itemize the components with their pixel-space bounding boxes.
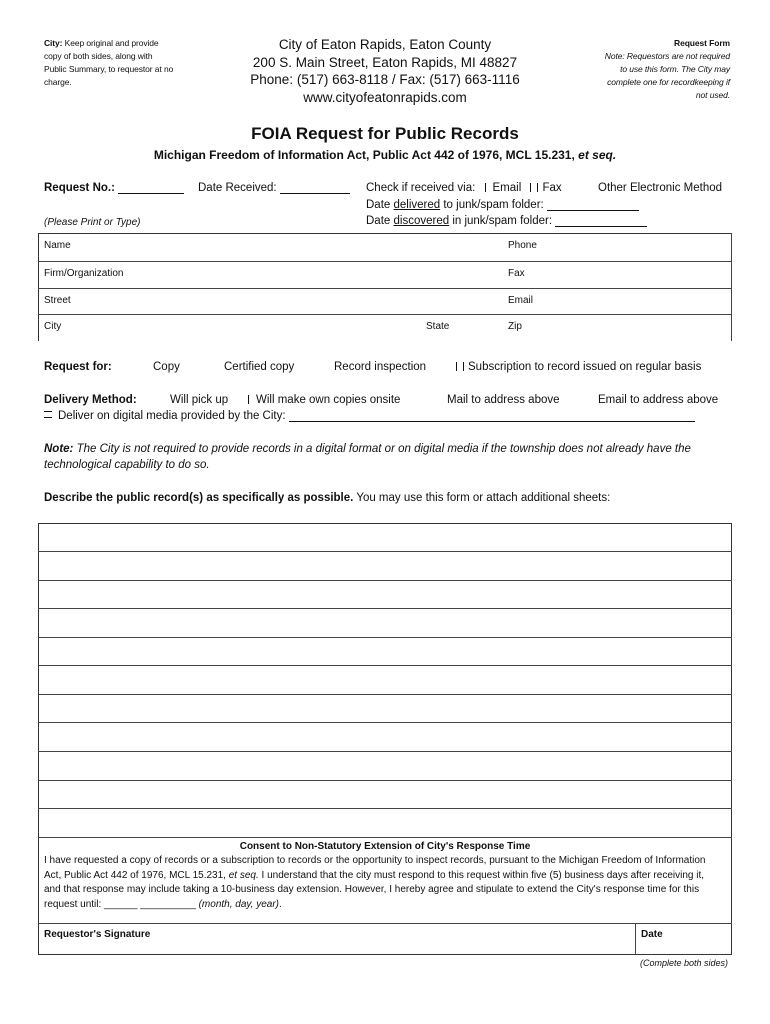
description-line [38, 637, 732, 638]
request-inspection-option[interactable]: Record inspection [334, 361, 427, 373]
delivery-mail-option[interactable]: Mail to address above [447, 394, 560, 406]
description-line [38, 751, 732, 752]
digital-note [44, 441, 704, 473]
description-line [38, 722, 732, 723]
describe-normal: You may use this form or attach additional sheets: [353, 492, 611, 504]
received-via [366, 182, 562, 194]
note-text: The City is not required to provide records in a digital format or on digital media if the township does not already have the technological capability to do so. [44, 443, 691, 471]
city-label: City: [44, 38, 63, 48]
contact-divider-1 [38, 261, 732, 262]
city-phone-fax: Phone: (517) 663-8118 / Fax: (517) 663-1116 [250, 72, 520, 87]
discovered-word: discovered [393, 215, 450, 227]
delivery-email-option[interactable]: Email to address above [598, 394, 719, 406]
date-received-field[interactable] [280, 182, 350, 194]
phone-field[interactable]: Phone [508, 240, 537, 251]
signature-date-divider [635, 923, 636, 955]
consent-text: I have requested a copy of records or a subscription to records or the opportunity to inspect records, pursuant to the Michigan Freedom of Information Act, Public Act 442 of 1976, MCL 15.231, et seq. I understand that the city must respond to this request within five (5) business days after receiving it, and that response may include taking a 10-business day extension. However, I hereby agree and stipulate to extend the City's response time for this request until: ______ __________ (month, day, year). [44, 855, 706, 910]
complete-both-sides-note: (Complete both sides) [639, 958, 728, 968]
fax-checkbox[interactable] [530, 183, 538, 192]
subtitle-etseq: et seq. [578, 148, 617, 162]
description-line [38, 837, 732, 838]
form-subtitle [0, 148, 770, 162]
email-checkbox[interactable] [485, 183, 490, 192]
signature-date-field[interactable]: Date [641, 929, 663, 940]
delivery-method-label: Delivery Method: [44, 394, 137, 406]
request-certified-option[interactable]: Certified copy [224, 361, 295, 373]
request-for-label: Request for: [44, 361, 112, 373]
description-line [38, 780, 732, 781]
delivered-junk-field[interactable] [547, 199, 639, 211]
describe-instructions [44, 492, 610, 504]
received-via-fax: Fax [542, 182, 562, 194]
received-via-label: Check if received via: [366, 182, 476, 194]
onsite-label: Will make own copies onsite [256, 394, 401, 406]
digital-label: Deliver on digital media provided by the City: [58, 410, 286, 422]
delivery-digital-option[interactable] [44, 410, 695, 422]
date-received [198, 182, 350, 194]
print-note: (Please Print or Type) [44, 217, 141, 228]
delivered-junk: Date delivered to junk/spam folder: [366, 199, 639, 211]
consent-date-field[interactable]: ______ __________ [104, 898, 196, 910]
received-via-other: Other Electronic Method [598, 182, 723, 194]
name-field[interactable]: Name [44, 240, 71, 251]
zip-field[interactable]: Zip [508, 321, 522, 332]
digital-checkbox[interactable] [44, 411, 52, 418]
delivered-word: delivered [393, 199, 441, 211]
request-subscription-option[interactable] [456, 361, 701, 373]
request-form-note-text: Note: Requestors are not required to use this form. The City may complete one for recordkeeping if not used. [604, 51, 730, 100]
contact-box [38, 233, 732, 341]
delivery-onsite-option[interactable] [248, 394, 400, 406]
request-no-field[interactable] [118, 182, 184, 194]
description-line [38, 551, 732, 552]
signature-field[interactable]: Requestor's Signature [44, 929, 151, 940]
request-no-label: Request No.: [44, 182, 115, 194]
request-form-note [600, 37, 730, 102]
street-field[interactable]: Street [44, 295, 71, 306]
email-field[interactable]: Email [508, 295, 534, 306]
city-name: City of Eaton Rapids, Eaton County [278, 37, 492, 52]
city-website: www.cityofeatonrapids.com [303, 89, 467, 105]
note-label: Note: [44, 443, 74, 455]
description-line [38, 665, 732, 666]
received-via-email: Email [492, 182, 522, 194]
onsite-checkbox[interactable] [248, 395, 253, 404]
delivery-pickup-option[interactable]: Will pick up [170, 394, 229, 406]
signature-divider [38, 923, 732, 924]
city-address: 200 S. Main Street, Eaton Rapids, MI 48827 [252, 54, 518, 70]
form-title: FOIA Request for Public Records [251, 124, 519, 143]
city-field[interactable]: City [44, 321, 62, 332]
discovered-junk: Date discovered in junk/spam folder: [366, 215, 647, 227]
date-received-label: Date Received: [198, 182, 277, 194]
describe-bold: Describe the public record(s) as specifically as possible. [44, 492, 354, 504]
city-instructions-text: Keep original and provide copy of both sides, along with Public Summary, to requestor at no charge. [44, 38, 174, 87]
consent-date-hint: (month, day, year) [198, 898, 279, 910]
digital-media-field[interactable] [289, 410, 695, 422]
description-line [38, 608, 732, 609]
subtitle-text: Michigan Freedom of Information Act, Public Act 442 of 1976, MCL 15.231, [153, 148, 579, 162]
fax-field[interactable]: Fax [508, 268, 525, 279]
description-line [38, 694, 732, 695]
request-no [44, 182, 184, 194]
consent-title: Consent to Non-Statutory Extension of City's Response Time [239, 841, 531, 852]
discovered-junk-field[interactable] [555, 215, 647, 227]
subscription-label: Subscription to record issued on regular basis [468, 361, 702, 373]
description-line [38, 580, 732, 581]
description-line [38, 808, 732, 809]
contact-divider-3 [38, 314, 732, 315]
city-header [190, 36, 580, 106]
firm-field[interactable]: Firm/Organization [44, 268, 124, 279]
city-instructions [44, 37, 174, 89]
request-copy-option[interactable]: Copy [153, 361, 180, 373]
request-form-title: Request Form [674, 38, 730, 48]
contact-right-border [731, 233, 732, 341]
state-field[interactable]: State [426, 321, 450, 332]
contact-divider-2 [38, 288, 732, 289]
subscription-checkbox[interactable] [456, 362, 464, 371]
